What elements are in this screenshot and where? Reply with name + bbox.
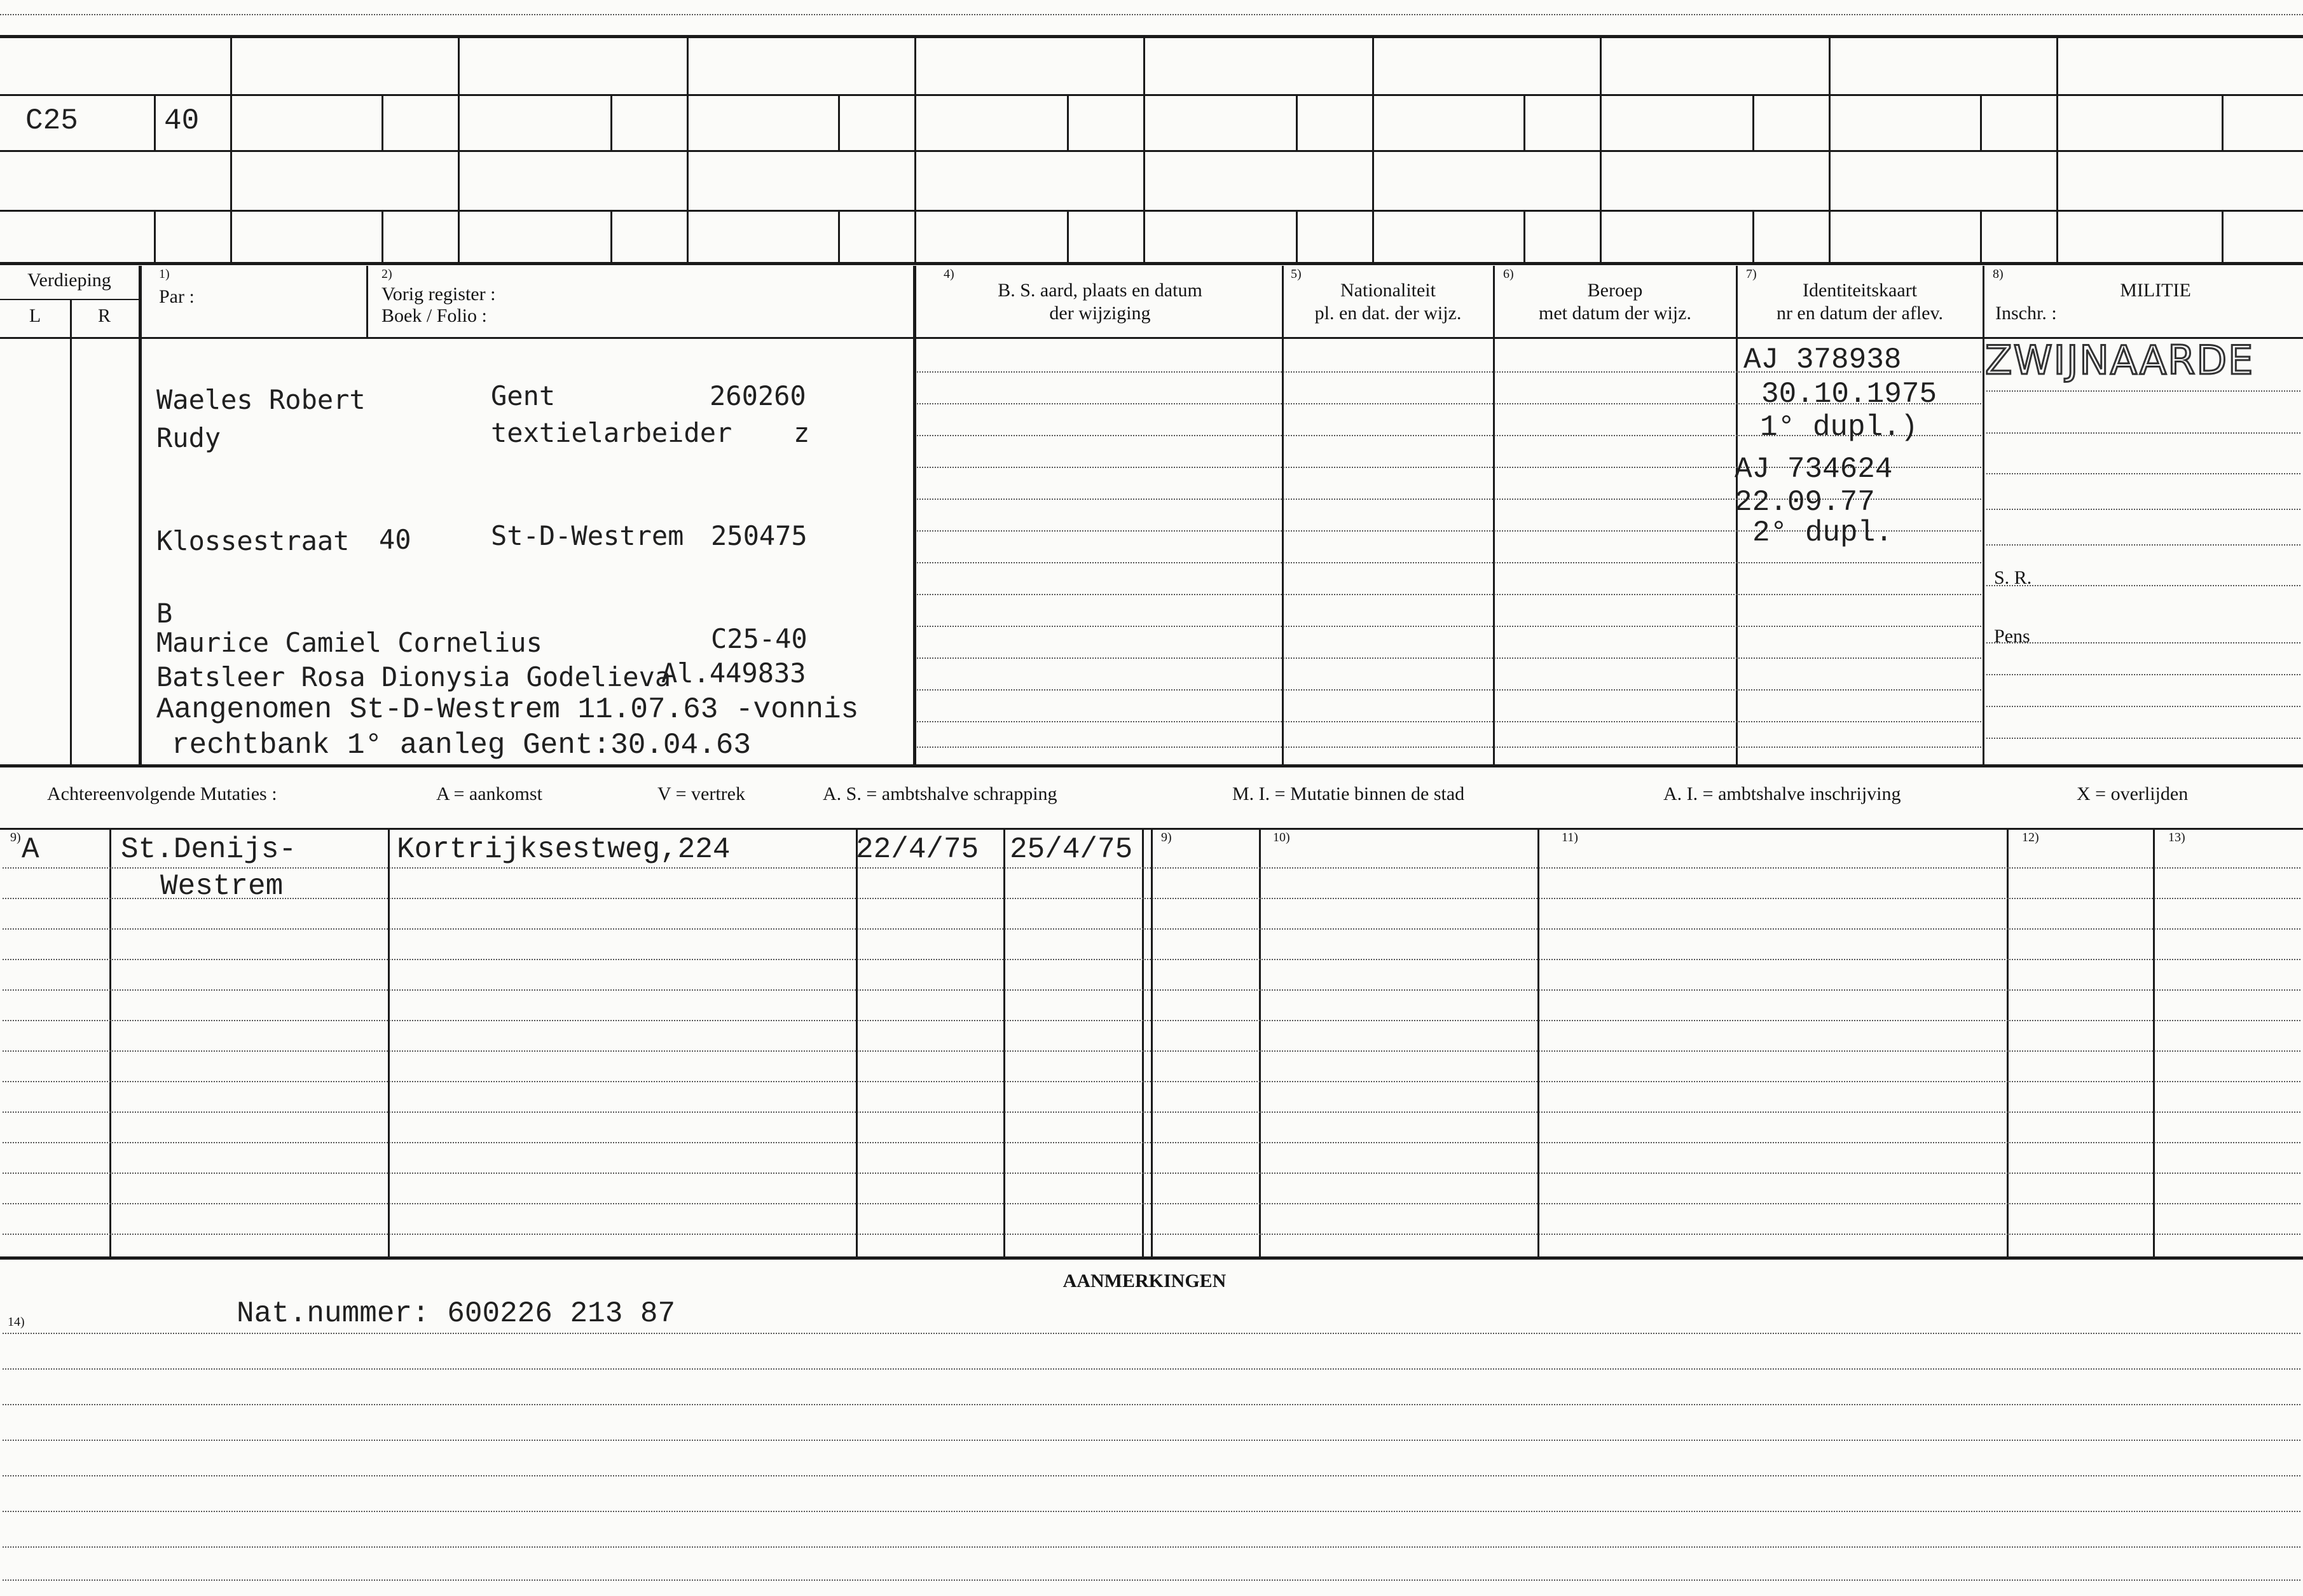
id-card-duplicate-2: 2° dupl. <box>1752 516 1893 549</box>
dotted-rule <box>1986 432 2300 434</box>
grid-rule-bottom <box>0 262 2303 265</box>
floor-left-label: L <box>29 305 41 326</box>
dotted-rule <box>1986 509 2300 510</box>
dotted-rule <box>3 959 2300 960</box>
beroep-label-2: met datum der wijz. <box>1539 303 1691 324</box>
id-card-duplicate-1: 1° dupl.) <box>1760 411 1918 444</box>
col-number-12: 12) <box>2022 830 2039 844</box>
dotted-rule <box>3 1368 2300 1370</box>
grid-tick <box>1067 94 1069 151</box>
col-divider <box>2153 828 2155 1258</box>
par-label: Par : <box>159 286 195 307</box>
col-number-9b: 9) <box>1161 830 1172 844</box>
grid-tick <box>382 210 383 263</box>
mother-name: Batsleer Rosa Dionysia Godelieva <box>156 661 671 692</box>
dotted-rule <box>3 989 2300 991</box>
dotted-rule <box>3 898 2300 899</box>
grid-tick <box>1067 210 1069 263</box>
national-number: Nat.nummer: 600226 213 87 <box>237 1297 676 1330</box>
dotted-rule <box>3 1173 2300 1174</box>
grid-tick <box>838 94 840 151</box>
grid-col <box>687 37 689 263</box>
grid-tick <box>1752 94 1754 151</box>
top-dotted-rule <box>0 14 2303 15</box>
father-reference: C25-40 <box>711 623 808 654</box>
mutation-type: A <box>22 833 39 866</box>
house-number: 40 <box>164 104 200 137</box>
person-name: Waeles Robert <box>156 384 366 415</box>
dotted-rule <box>3 867 2300 869</box>
dotted-rule <box>917 746 1981 748</box>
grid-tick <box>382 94 383 151</box>
col-divider <box>1259 828 1261 1258</box>
id-card-date-2: 22.09.77 <box>1735 486 1875 519</box>
grid-col <box>914 37 916 263</box>
col-divider <box>1983 266 1984 764</box>
grid-rule <box>0 210 2303 212</box>
beroep-label: Beroep <box>1587 280 1643 301</box>
col-divider-left <box>139 266 142 764</box>
col-number-6: 6) <box>1503 267 1514 281</box>
grid-tick <box>1296 94 1298 151</box>
id-card-number-2: AJ 734624 <box>1735 453 1893 486</box>
col-number-7: 7) <box>1746 267 1757 281</box>
dotted-rule <box>3 1475 2300 1476</box>
mutation-date-1: 22/4/75 <box>856 833 979 866</box>
vorig-register-label: Vorig register : <box>382 284 496 305</box>
legend-mutatie: M. I. = Mutatie binnen de stad <box>1232 783 1465 804</box>
dotted-rule <box>3 1142 2300 1143</box>
occupation: textielarbeider <box>491 417 732 448</box>
col-number-1: 1) <box>159 267 170 281</box>
legend-title: Achtereenvolgende Mutaties : <box>47 783 277 804</box>
grid-col <box>1372 37 1374 263</box>
legend-vertrek: V = vertrek <box>657 783 745 804</box>
dotted-rule <box>3 1111 2300 1113</box>
col-number-9: 9) <box>10 830 21 844</box>
person-first-names: Rudy <box>156 422 221 453</box>
col-divider <box>2007 828 2009 1258</box>
dotted-rule <box>3 1440 2300 1441</box>
legend-inschrijving: A. I. = ambtshalve inschrijving <box>1663 783 1901 804</box>
dotted-rule <box>1986 738 2300 739</box>
dotted-rule <box>3 1020 2300 1021</box>
dotted-rule <box>3 1511 2300 1512</box>
section-letter: B <box>156 598 173 629</box>
grid-tick <box>610 94 612 151</box>
pens-label: Pens <box>1994 626 2030 647</box>
ward-code: C25 <box>25 104 78 137</box>
grid-tick <box>2222 94 2224 151</box>
dotted-rule <box>917 657 1981 659</box>
grid-col <box>2056 37 2058 263</box>
sr-label: S. R. <box>1994 567 2032 588</box>
col-number-11: 11) <box>1562 830 1578 844</box>
dotted-rule <box>1986 706 2300 707</box>
verdieping-divider <box>0 299 139 300</box>
header-bottom-rule <box>0 337 2303 339</box>
grid-tick <box>154 210 156 263</box>
col-divider <box>388 828 390 1258</box>
militie-stamp: ZWIJNAARDE <box>1985 337 2255 383</box>
legend-aankomst: A = aankomst <box>436 783 542 804</box>
col-number-2: 2) <box>382 267 392 281</box>
militie-label: MILITIE <box>2120 280 2191 301</box>
court-note: rechtbank 1° aanleg Gent:30.04.63 <box>172 729 751 762</box>
dotted-rule <box>3 1081 2300 1082</box>
grid-col <box>1829 37 1831 263</box>
dotted-rule <box>1986 544 2300 546</box>
grid-tick <box>1980 210 1982 263</box>
col-number-4: 4) <box>944 267 954 281</box>
dotted-rule <box>917 721 1981 722</box>
grid-rule <box>0 150 2303 152</box>
floor-divider <box>70 300 72 764</box>
mother-reference: Al.449833 <box>661 657 806 689</box>
id-card-date-1: 30.10.1975 <box>1761 378 1937 411</box>
grid-rule-top <box>0 35 2303 38</box>
dotted-rule <box>1986 585 2300 586</box>
grid-col <box>1143 37 1145 263</box>
col-divider <box>856 828 858 1258</box>
dotted-rule <box>1986 674 2300 675</box>
grid-tick <box>154 94 156 151</box>
grid-tick <box>1296 210 1298 263</box>
identiteitskaart-label-2: nr en datum der aflev. <box>1776 303 1944 324</box>
dotted-rule <box>3 1546 2300 1548</box>
bs-label-2: der wijziging <box>1049 303 1151 324</box>
nationaliteit-label: Nationaliteit <box>1340 280 1436 301</box>
floor-right-label: R <box>97 305 111 326</box>
legend-schrapping: A. S. = ambtshalve schrapping <box>823 783 1057 804</box>
birthdate: 260260 <box>710 380 806 411</box>
col-divider <box>1003 828 1005 1258</box>
dotted-rule <box>1986 473 2300 474</box>
dotted-rule <box>3 1579 2300 1581</box>
mutation-place-2: Westrem <box>160 870 284 903</box>
grid-col <box>1600 37 1602 263</box>
inschr-label: Inschr. : <box>1995 303 2057 324</box>
dotted-rule <box>1986 390 2300 392</box>
nationaliteit-label-2: pl. en dat. der wijz. <box>1314 303 1462 324</box>
dotted-rule <box>917 626 1981 627</box>
birthplace: Gent <box>491 380 556 411</box>
dotted-rule <box>917 689 1981 691</box>
grid-tick <box>1523 210 1525 263</box>
father-name: Maurice Camiel Cornelius <box>156 627 542 658</box>
dotted-rule <box>3 928 2300 930</box>
remarks-title: AANMERKINGEN <box>1062 1270 1227 1291</box>
col-divider <box>1142 828 1144 1258</box>
boek-folio-label: Boek / Folio : <box>382 305 487 326</box>
dotted-rule <box>3 1333 2300 1334</box>
col-number-13: 13) <box>2168 830 2185 844</box>
dotted-rule <box>3 1050 2300 1052</box>
mutation-address: Kortrijksestweg,224 <box>397 833 731 866</box>
grid-tick <box>2222 210 2224 263</box>
street: Klossestraat <box>156 525 350 556</box>
legend-overlijden: X = overlijden <box>2077 783 2189 804</box>
col-number-14: 14) <box>8 1315 25 1329</box>
dotted-rule <box>1986 642 2300 643</box>
adoption-note: Aangenomen St-D-Westrem 11.07.63 -vonnis <box>156 693 859 726</box>
dotted-rule <box>917 594 1981 595</box>
col-number-10: 10) <box>1273 830 1290 844</box>
registration-date: 250475 <box>711 520 808 551</box>
mutation-date-2: 25/4/75 <box>1010 833 1133 866</box>
col-divider <box>109 828 111 1258</box>
dotted-rule <box>3 1203 2300 1204</box>
grid-tick <box>838 210 840 263</box>
identiteitskaart-label: Identiteitskaart <box>1803 280 1917 301</box>
dotted-rule <box>3 1404 2300 1405</box>
street-number: 40 <box>379 524 411 555</box>
municipality: St-D-Westrem <box>491 520 684 551</box>
mutation-place: St.Denijs- <box>121 833 297 866</box>
dotted-rule <box>3 1234 2300 1235</box>
grid-tick <box>1523 94 1525 151</box>
col-divider <box>366 266 368 338</box>
col-number-5: 5) <box>1291 267 1302 281</box>
verdieping-label: Verdieping <box>27 270 111 291</box>
grid-tick <box>1980 94 1982 151</box>
grid-col <box>458 37 460 263</box>
col-divider <box>1537 828 1539 1258</box>
grid-rule <box>0 94 2303 96</box>
grid-tick <box>610 210 612 263</box>
occupation-mark: z <box>794 417 810 448</box>
col-number-8: 8) <box>1993 267 2004 281</box>
dotted-rule <box>917 562 1981 563</box>
col-divider <box>913 266 916 764</box>
bs-label: B. S. aard, plaats en datum <box>998 280 1202 301</box>
grid-col <box>230 37 232 263</box>
grid-tick <box>1752 210 1754 263</box>
main-body-bottom-rule <box>0 764 2303 767</box>
col-divider <box>1151 828 1153 1258</box>
id-card-number-1: AJ 378938 <box>1743 343 1902 376</box>
